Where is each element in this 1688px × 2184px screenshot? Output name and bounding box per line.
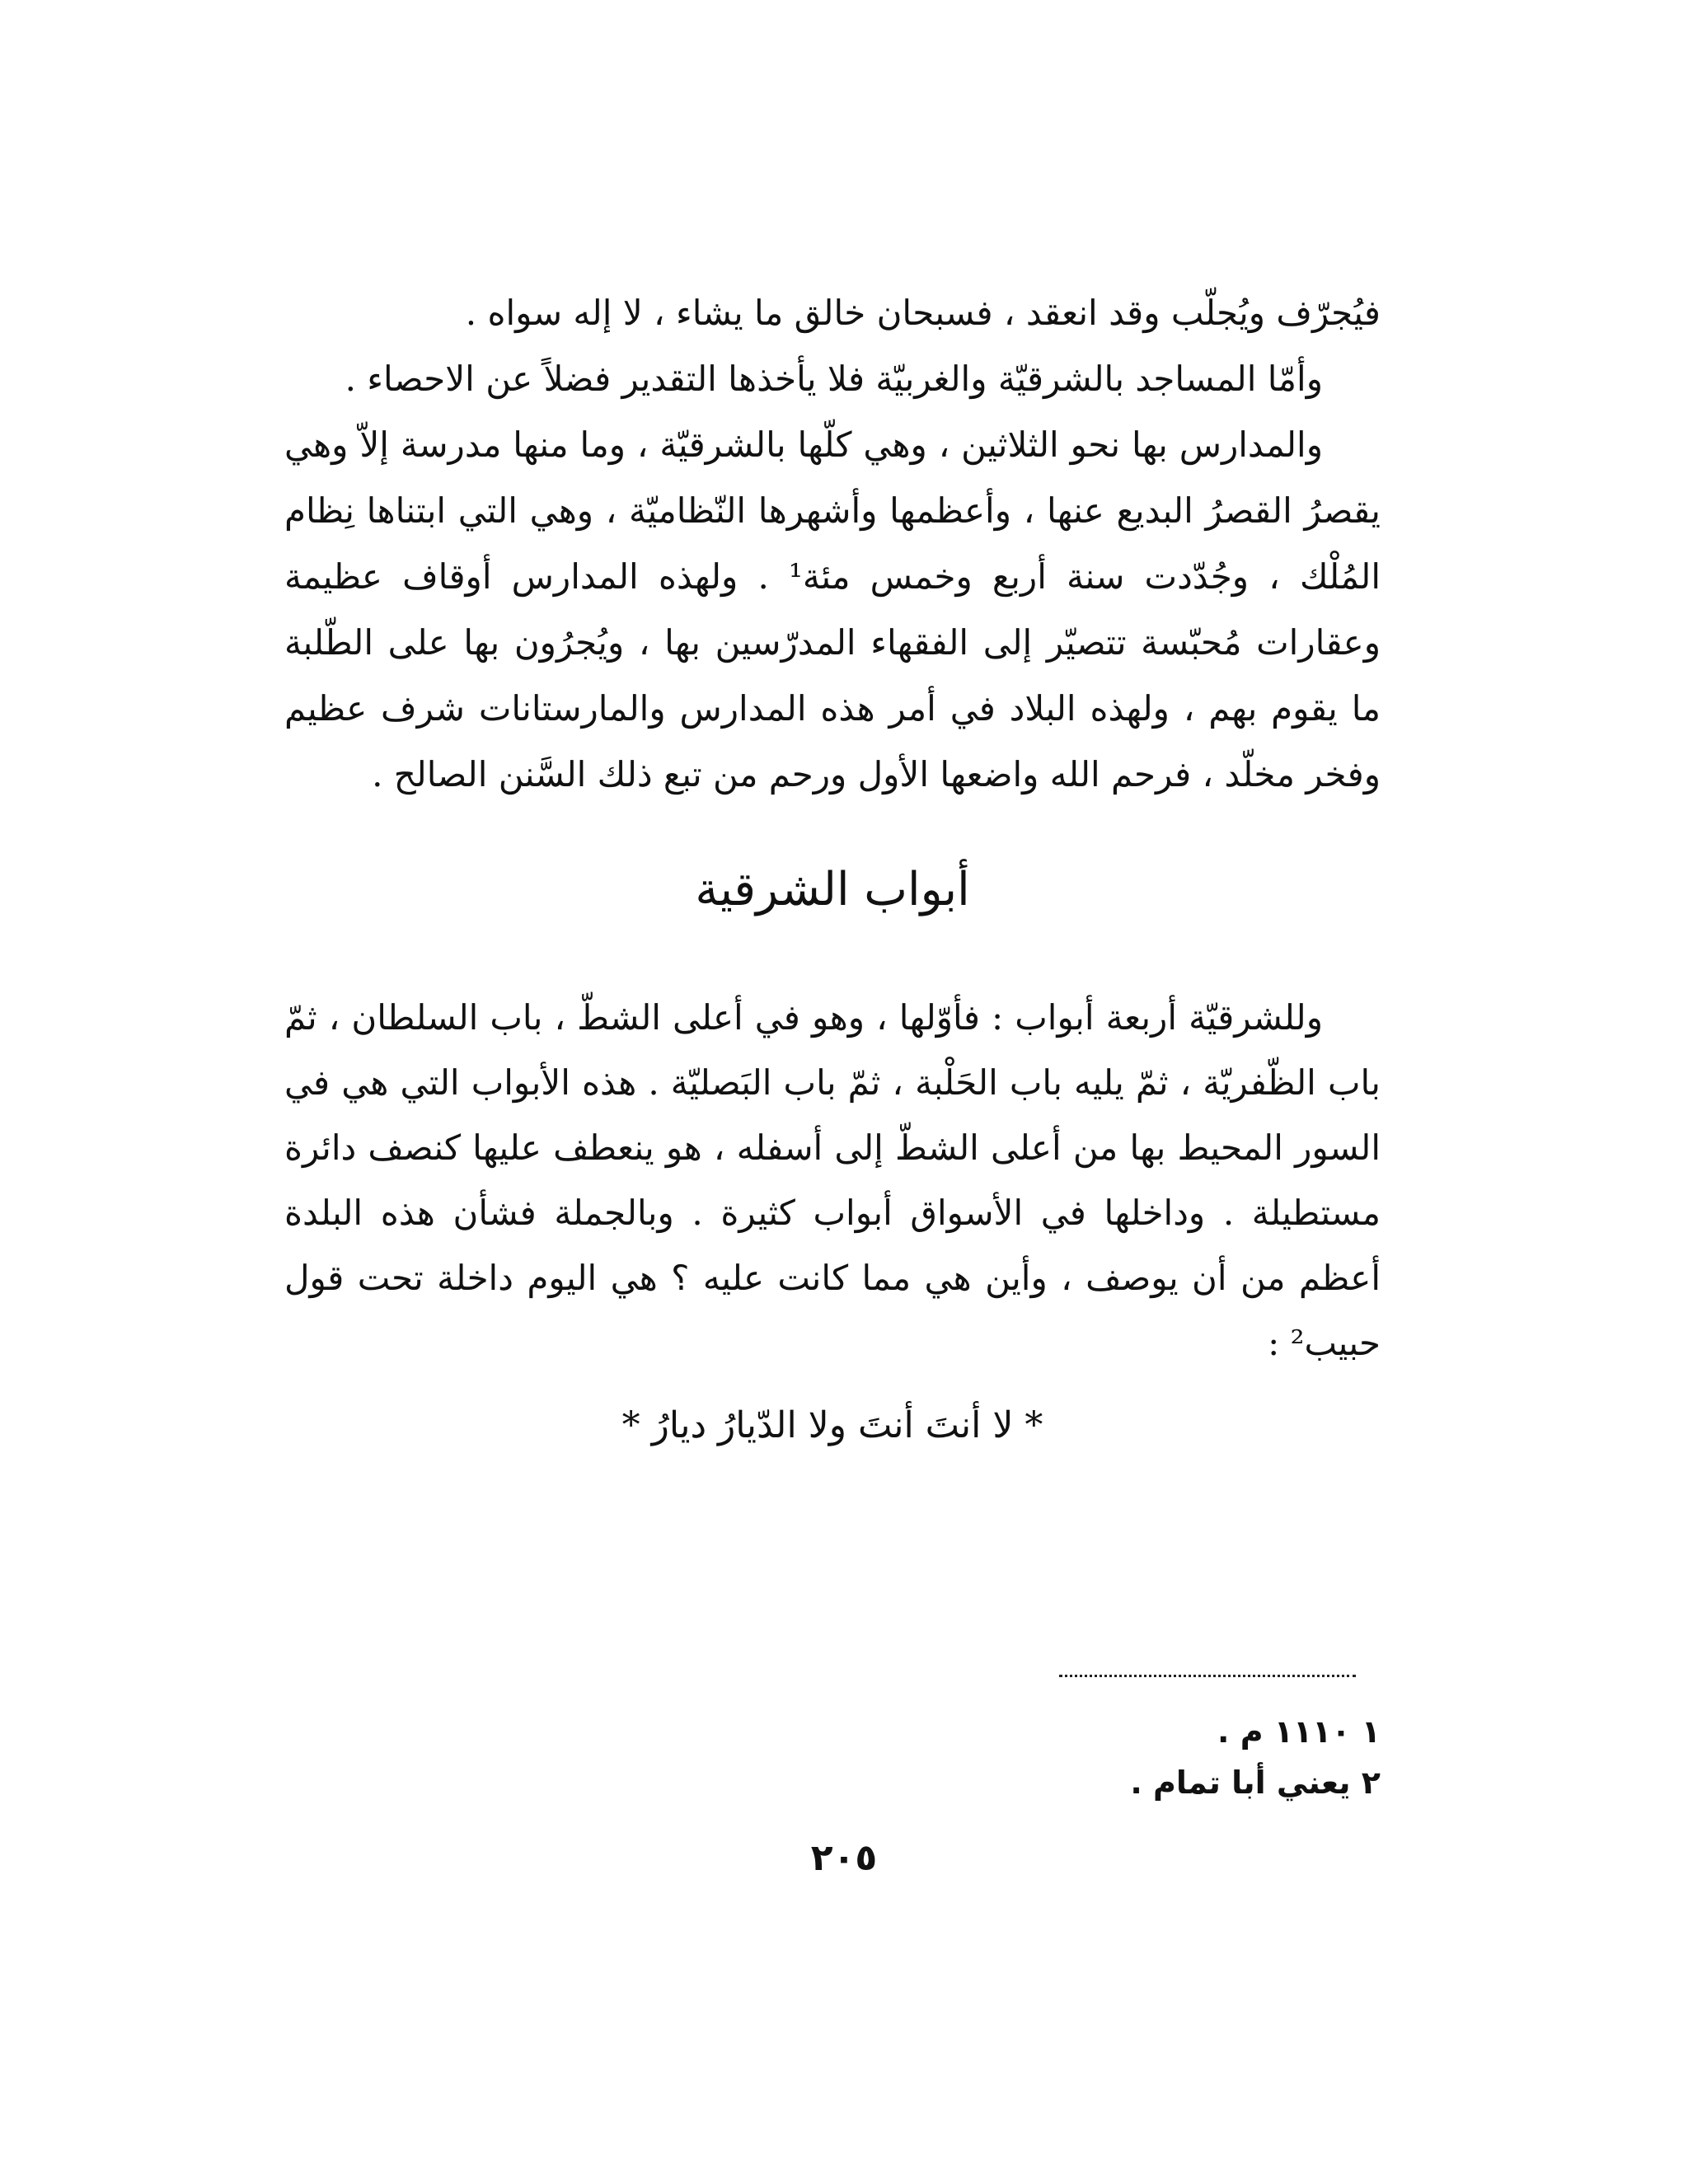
paragraph-continuation: فيُجرّف ويُجلّب وقد انعقد ، فسبحان خالق ما يشاء ، لا إله سواه . [465, 293, 1381, 333]
verse-line: * لا أنتَ أنتَ ولا الدّيارُ ديارُ * [621, 1404, 1043, 1446]
paragraph-schools: والمدارس بها نحو الثلاثين ، وهي كلّها بالشرقيّة ، وما منها مدرسة إلاّ وهي يقصرُ القصرُ البديع عنها ، وأعظمها وأشهرها النّظاميّة ، وهي التي ابتناها نِظام المُلْك ، وجُدّدت سنة أربع وخمس مئة¹ . ولهذه المدارس أوقاف عظيمة وعقارات مُحبّسة تتصيّر إلى الفقهاء المدرّسين بها ، ويُجرُون بها على الطّلبة ما يقوم بهم ، ولهذه البلاد في أمر هذه المدارس والمارستانات شرف عظيم وفخر مخلّد ، فرحم الله واضعها الأول ورحم من تبع ذلك السَّنن الصالح . [284, 424, 1381, 794]
paragraph-gates: وللشرقيّة أربعة أبواب : فأوّلها ، وهو في أعلى الشطّ ، باب السلطان ، ثمّ باب الظّفريّة ، ثمّ يليه باب الحَلْبة ، ثمّ باب البَصليّة . هذه الأبواب التي هي في السور المحيط بها من أعلى الشطّ إلى أسفله ، هو ينعطف عليها كنصف دائرة مستطيلة . وداخلها في الأسواق أبواب كثيرة . وبالجملة فشأن هذه البلدة أعظم من أن يوصف ، وأين هي مما كانت عليه ؟ هي اليوم داخلة تحت قول حبيب² : [284, 997, 1381, 1363]
section-heading: أبواب الشرقية [695, 863, 970, 916]
body-text [284, 280, 1381, 808]
footnote-1: ١ ١١١٠ م . [1217, 1713, 1381, 1750]
paragraph-mosques: وأمّا المساجد بالشرقيّة والغربيّة فلا يأخذها التقدير فضلاً عن الاحصاء . [345, 359, 1323, 399]
page-number: ٢٠٥ [810, 1837, 878, 1879]
footnote-2: ٢ يعني أبا تمام . [1130, 1765, 1381, 1801]
section-body [284, 985, 1381, 1376]
footnotes [861, 1706, 1381, 1808]
footnote-separator [1059, 1675, 1356, 1677]
